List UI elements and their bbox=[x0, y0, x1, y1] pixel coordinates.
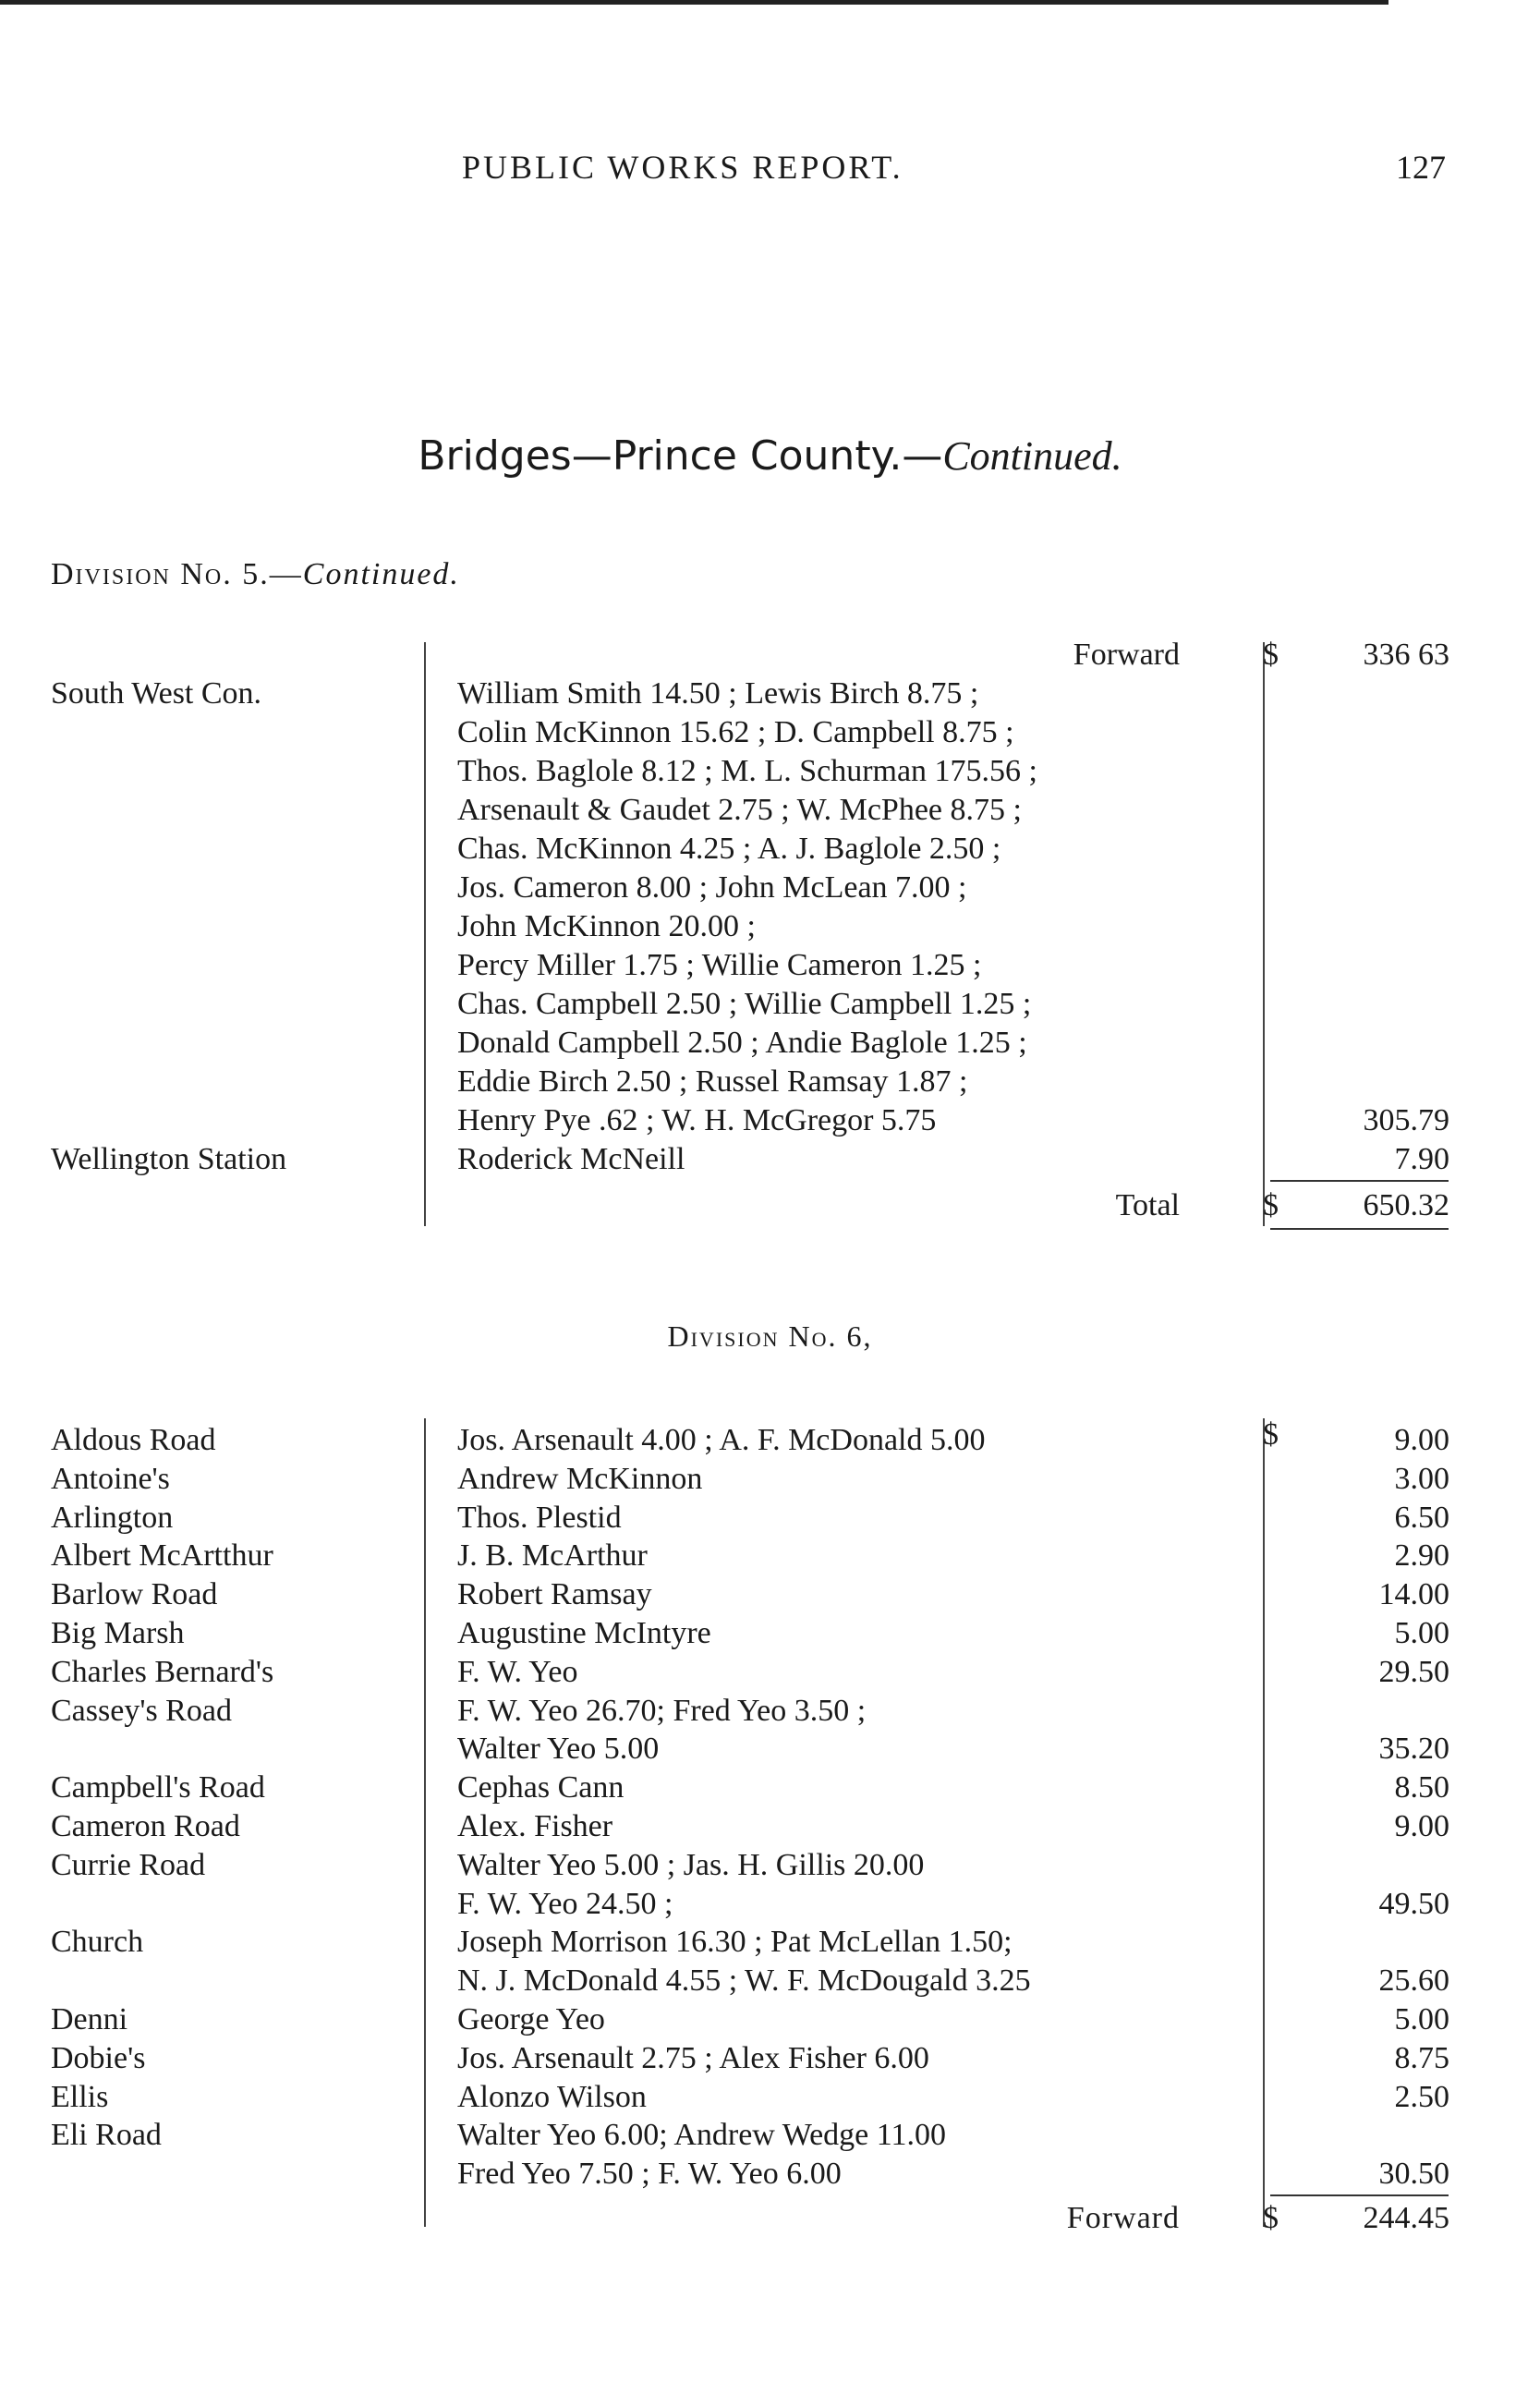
row-label: South West Con. bbox=[51, 676, 262, 711]
dollar-sign: $ bbox=[1263, 638, 1279, 672]
row-amount: 29.50 bbox=[1378, 1654, 1449, 1689]
table-row bbox=[0, 1846, 1540, 1885]
table-row bbox=[0, 2039, 1540, 2078]
row-amount: 5.00 bbox=[1394, 1616, 1449, 1650]
row-item: Percy Miller 1.75 ; Willie Cameron 1.25 ; bbox=[457, 948, 982, 982]
table-row bbox=[0, 946, 1540, 985]
row-item: George Yeo bbox=[457, 2002, 605, 2036]
row-label: Cameron Road bbox=[51, 1809, 240, 1843]
division-5-heading-continued: Continued. bbox=[302, 557, 460, 591]
row-label: Albert McArtthur bbox=[51, 1538, 273, 1574]
row-label: Antoine's bbox=[51, 1461, 170, 1496]
row-amount: 9.00 bbox=[1394, 1809, 1449, 1843]
row-amount: 3.00 bbox=[1394, 1461, 1449, 1496]
row-amount: 9.00 bbox=[1394, 1423, 1449, 1457]
row-item: F. W. Yeo 24.50 ; bbox=[457, 1886, 673, 1921]
running-head: PUBLIC WORKS REPORT. bbox=[462, 149, 903, 186]
row-amount: 305.79 bbox=[1363, 1103, 1449, 1137]
row-item: Jos. Cameron 8.00 ; John McLean 7.00 ; bbox=[457, 870, 967, 905]
row-item: Alonzo Wilson bbox=[457, 2079, 647, 2114]
row-item: Chas. Campbell 2.50 ; Willie Campbell 1.25 ; bbox=[457, 987, 1032, 1021]
table-row bbox=[0, 1063, 1540, 1101]
row-item: Jos. Arsenault 4.00 ; A. F. McDonald 5.00 bbox=[457, 1423, 986, 1457]
row-label: Charles Bernard's bbox=[51, 1654, 274, 1689]
section-title bbox=[0, 432, 1540, 480]
row-amount: 6.50 bbox=[1394, 1500, 1449, 1535]
row-item: Jos. Arsenault 2.75 ; Alex Fisher 6.00 bbox=[457, 2040, 929, 2075]
row-label: Church bbox=[51, 1925, 144, 1960]
table-row bbox=[0, 1730, 1540, 1769]
row-amount: 2.90 bbox=[1394, 1538, 1449, 1574]
table-row bbox=[0, 1460, 1540, 1499]
section-title-main: Bridges—Prince County.— bbox=[418, 432, 943, 480]
table-row bbox=[0, 1101, 1540, 1140]
table-row bbox=[0, 907, 1540, 946]
row-item: Fred Yeo 7.50 ; F. W. Yeo 6.00 bbox=[457, 2157, 842, 2192]
row-amount: 8.50 bbox=[1394, 1770, 1449, 1805]
row-label: Denni bbox=[51, 2002, 128, 2036]
row-label: Barlow Road bbox=[51, 1577, 218, 1612]
row-item: Robert Ramsay bbox=[457, 1577, 652, 1612]
table-row bbox=[0, 1537, 1540, 1575]
table-row bbox=[0, 713, 1540, 752]
total-rule bbox=[1270, 1228, 1449, 1230]
forward-label: Forward bbox=[1066, 2201, 1180, 2235]
row-amount: 30.50 bbox=[1378, 2157, 1449, 2192]
row-amount: 25.60 bbox=[1378, 1963, 1449, 1999]
row-label: Campbell's Road bbox=[51, 1770, 265, 1805]
table-row bbox=[0, 1421, 1540, 1460]
total-row bbox=[0, 1186, 1540, 1225]
table-row bbox=[0, 2155, 1540, 2194]
row-item: Henry Pye .62 ; W. H. McGregor 5.75 bbox=[457, 1103, 937, 1137]
section-title-continued: Continued. bbox=[942, 433, 1122, 479]
row-label: Big Marsh bbox=[51, 1616, 185, 1650]
table-row bbox=[0, 2078, 1540, 2117]
row-item: Walter Yeo 5.00 ; Jas. H. Gillis 20.00 bbox=[457, 1847, 925, 1882]
dollar-sign: $ bbox=[1263, 1188, 1279, 1222]
row-label: Eli Road bbox=[51, 2118, 162, 2153]
table-row bbox=[0, 1885, 1540, 1924]
forward-amount: 244.45 bbox=[1363, 2201, 1449, 2235]
forward-amount: 336 63 bbox=[1363, 638, 1449, 672]
dollar-sign: $ bbox=[1263, 1417, 1279, 1452]
table-row bbox=[0, 2116, 1540, 2155]
dollar-sign: $ bbox=[1263, 2201, 1279, 2235]
forward-row bbox=[0, 636, 1540, 675]
row-item: Walter Yeo 6.00; Andrew Wedge 11.00 bbox=[457, 2118, 947, 2153]
row-item: John McKinnon 20.00 ; bbox=[457, 909, 756, 943]
row-item: F. W. Yeo bbox=[457, 1654, 578, 1689]
row-amount: 35.20 bbox=[1378, 1732, 1449, 1767]
row-item: Thos. Baglole 8.12 ; M. L. Schurman 175.56 ; bbox=[457, 754, 1038, 788]
row-amount: 5.00 bbox=[1394, 2002, 1449, 2036]
table-row bbox=[0, 1962, 1540, 2000]
row-item: N. J. McDonald 4.55 ; W. F. McDougald 3.25 bbox=[457, 1963, 1031, 1999]
table-row bbox=[0, 2000, 1540, 2039]
table-row bbox=[0, 675, 1540, 713]
table-row bbox=[0, 791, 1540, 830]
subtotal-rule bbox=[1270, 1180, 1449, 1182]
row-item: Roderick McNeill bbox=[457, 1142, 685, 1176]
table-row bbox=[0, 1499, 1540, 1538]
row-item: Alex. Fisher bbox=[457, 1809, 613, 1843]
table-row bbox=[0, 1653, 1540, 1692]
row-item: William Smith 14.50 ; Lewis Birch 8.75 ; bbox=[457, 676, 979, 711]
row-amount: 8.75 bbox=[1394, 2040, 1449, 2075]
division-5-heading-text: Division No. 5.— bbox=[51, 557, 303, 591]
row-label: Arlington bbox=[51, 1500, 174, 1535]
header-rule-thin bbox=[0, 3, 1388, 5]
table-row bbox=[0, 1692, 1540, 1731]
row-item: Arsenault & Gaudet 2.75 ; W. McPhee 8.75 ; bbox=[457, 793, 1022, 827]
table-row bbox=[0, 1923, 1540, 1962]
row-item: Thos. Plestid bbox=[457, 1500, 622, 1535]
row-item: Joseph Morrison 16.30 ; Pat McLellan 1.50; bbox=[457, 1925, 1013, 1960]
row-label: Aldous Road bbox=[51, 1423, 216, 1457]
table-row bbox=[0, 1140, 1540, 1179]
table-row bbox=[0, 1614, 1540, 1653]
row-item: Chas. McKinnon 4.25 ; A. J. Baglole 2.50 ; bbox=[457, 832, 1001, 866]
forward-row bbox=[0, 2199, 1540, 2238]
row-item: Cephas Cann bbox=[457, 1770, 624, 1805]
row-label: Ellis bbox=[51, 2079, 109, 2114]
division-5-heading bbox=[51, 557, 460, 592]
row-label: Currie Road bbox=[51, 1847, 206, 1882]
row-item: J. B. McArthur bbox=[457, 1538, 648, 1574]
division-6-heading: Division No. 6, bbox=[667, 1319, 873, 1353]
forward-label: Forward bbox=[1073, 638, 1180, 672]
row-item: Augustine McIntyre bbox=[457, 1616, 711, 1650]
table-row bbox=[0, 1024, 1540, 1063]
row-amount: 49.50 bbox=[1378, 1886, 1449, 1921]
row-item: Andrew McKinnon bbox=[457, 1461, 703, 1496]
row-label: Wellington Station bbox=[51, 1142, 287, 1176]
row-item: Walter Yeo 5.00 bbox=[457, 1732, 660, 1767]
row-item: F. W. Yeo 26.70; Fred Yeo 3.50 ; bbox=[457, 1693, 867, 1728]
row-item: Eddie Birch 2.50 ; Russel Ramsay 1.87 ; bbox=[457, 1064, 968, 1099]
table-row bbox=[0, 1575, 1540, 1614]
table-row bbox=[0, 830, 1540, 869]
row-amount: 2.50 bbox=[1394, 2079, 1449, 2114]
table-row bbox=[0, 1807, 1540, 1846]
row-item: Colin McKinnon 15.62 ; D. Campbell 8.75 ; bbox=[457, 715, 1014, 749]
table-row bbox=[0, 1769, 1540, 1807]
row-label: Dobie's bbox=[51, 2040, 146, 2075]
total-amount: 650.32 bbox=[1363, 1188, 1449, 1222]
row-item: Donald Campbell 2.50 ; Andie Baglole 1.25 ; bbox=[457, 1026, 1027, 1060]
row-amount: 14.00 bbox=[1378, 1577, 1449, 1612]
page-number: 127 bbox=[1396, 149, 1446, 186]
subtotal-rule bbox=[1270, 2194, 1449, 2196]
total-label: Total bbox=[1115, 1188, 1180, 1222]
row-label: Cassey's Road bbox=[51, 1693, 232, 1728]
table-row bbox=[0, 985, 1540, 1024]
table-row bbox=[0, 752, 1540, 791]
row-amount: 7.90 bbox=[1394, 1142, 1449, 1176]
table-row bbox=[0, 869, 1540, 907]
